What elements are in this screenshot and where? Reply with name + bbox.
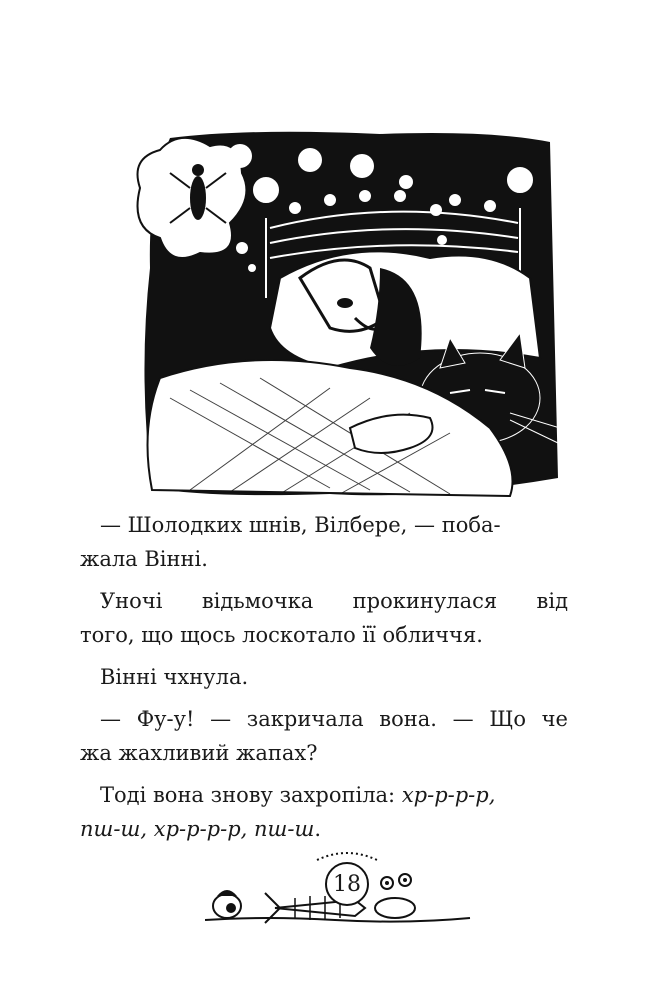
paragraph-1-line-2: жала Вінні. (80, 547, 208, 571)
paragraph-3-line-1: Вінні чхнула. (100, 665, 249, 689)
paragraph-1-line-1: — Шолодких шнів, Вілбере, — поба- (100, 513, 501, 537)
paragraph-4 (80, 702, 568, 770)
paragraph-3 (80, 660, 568, 694)
paragraph-4-line-2: жа жахливий жапах? (80, 741, 318, 765)
paragraph-2-line-2: того, що щось лоскотало її обличчя. (80, 623, 483, 647)
paragraph-5-line-1-sound: хр-р-р-р, (401, 783, 496, 807)
page-footer (205, 848, 475, 928)
paragraph-5 (80, 778, 568, 846)
page-number: 18 (325, 862, 369, 906)
paragraph-2 (80, 584, 568, 652)
paragraph-5-line-2-end: . (314, 817, 322, 841)
story-text (80, 508, 568, 854)
paragraph-1 (80, 508, 568, 576)
paragraph-5-line-2-sound: пш-ш, хр-р-р-р, пш-ш (80, 817, 315, 841)
bedroom-illustration (130, 128, 560, 500)
paragraph-4-line-1: — Фу-у! — закричала вона. — Що че (100, 707, 568, 731)
paragraph-2-line-1: Уночі відьмочка прокинулася від (100, 589, 568, 613)
paragraph-5-line-1-prefix: Тоді вона знову захропіла: (100, 783, 402, 807)
